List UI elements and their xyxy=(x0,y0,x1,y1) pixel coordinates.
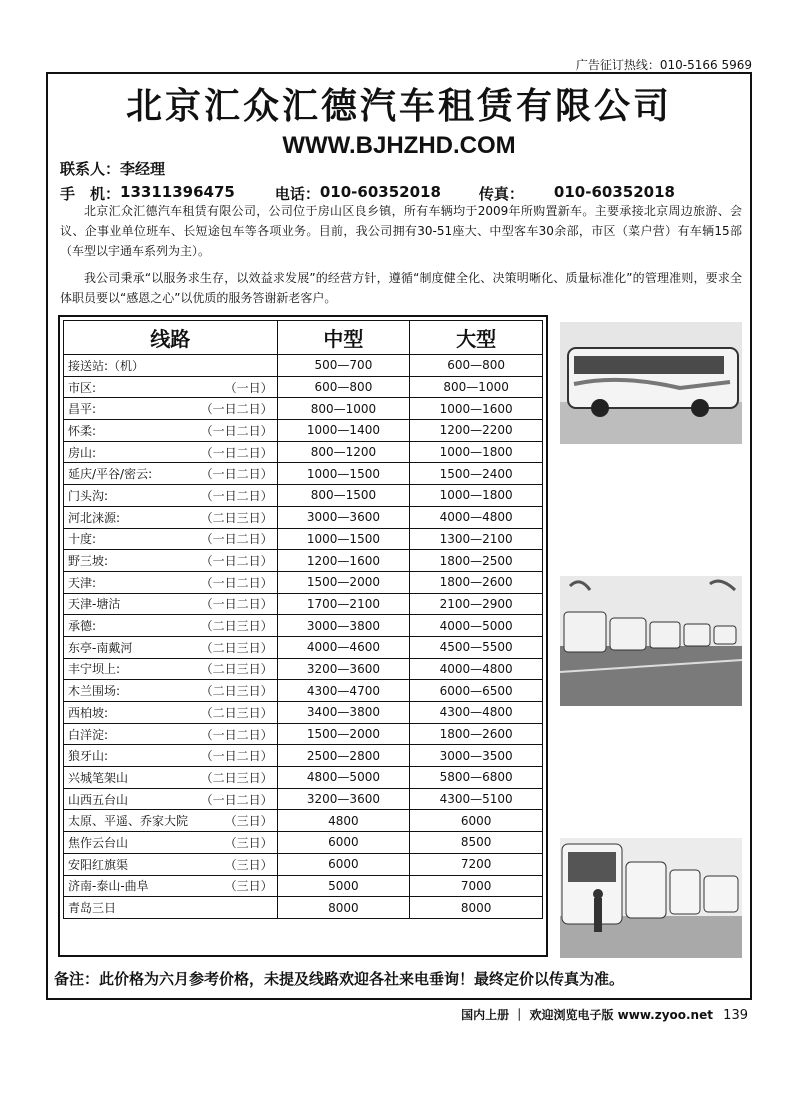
route-cell xyxy=(64,658,278,680)
table-row xyxy=(64,810,543,832)
mid-price: 3000—3600 xyxy=(277,506,410,528)
large-price: 1800—2500 xyxy=(410,550,543,572)
mid-price: 4800—5000 xyxy=(277,767,410,789)
route-cell xyxy=(64,376,278,398)
route-name: 东亭-南戴河 xyxy=(68,640,133,655)
route-name: 昌平: xyxy=(68,402,97,417)
large-price: 600—800 xyxy=(410,355,543,377)
route-name: 兴城笔架山 xyxy=(68,770,129,785)
route-duration: （二日三日） xyxy=(200,510,273,525)
table-row xyxy=(64,398,543,420)
route-cell xyxy=(64,788,278,810)
mobile-number: 13311396475 xyxy=(120,183,235,201)
route-name: 天津: xyxy=(68,575,97,590)
mid-price: 4300—4700 xyxy=(277,680,410,702)
mid-price: 1000—1500 xyxy=(277,528,410,550)
route-name: 十度: xyxy=(68,532,97,547)
route-cell xyxy=(64,593,278,615)
route-cell xyxy=(64,398,278,420)
route-duration: （三日） xyxy=(224,835,273,850)
mid-price: 800—1000 xyxy=(277,398,410,420)
page-number: 139 xyxy=(723,1008,748,1023)
table-row xyxy=(64,506,543,528)
mid-price: 2500—2800 xyxy=(277,745,410,767)
route-duration: （二日三日） xyxy=(200,640,273,655)
route-duration: （一日二日） xyxy=(200,402,273,417)
route-cell xyxy=(64,853,278,875)
route-name: 接送站:（机） xyxy=(68,358,145,373)
table-row xyxy=(64,788,543,810)
large-price: 5800—6800 xyxy=(410,767,543,789)
large-price: 8500 xyxy=(410,832,543,854)
company-policy: 我公司秉承“以服务求生存，以效益求发展”的经营方针，遵循“制度健全化、决策明晰化、质量标准化”的管理准则，要求全体职员要以“感恩之心”以优质的服务答谢新老客户。 xyxy=(60,271,742,305)
large-price: 4500—5500 xyxy=(410,636,543,658)
mobile-label: 手 机： xyxy=(60,185,121,203)
table-row xyxy=(64,636,543,658)
route-name: 济南-泰山-曲阜 xyxy=(68,879,149,894)
mid-price: 1000—1500 xyxy=(277,463,410,485)
table-row xyxy=(64,571,543,593)
route-cell xyxy=(64,767,278,789)
bus-row-photo xyxy=(560,838,742,958)
large-price: 800—1000 xyxy=(410,376,543,398)
route-cell xyxy=(64,485,278,507)
mid-price: 1200—1600 xyxy=(277,550,410,572)
route-name: 承德: xyxy=(68,619,97,634)
route-cell xyxy=(64,463,278,485)
mid-price: 5000 xyxy=(277,875,410,897)
route-cell xyxy=(64,550,278,572)
large-price: 1000—1800 xyxy=(410,441,543,463)
mid-price: 6000 xyxy=(277,853,410,875)
table-row xyxy=(64,723,543,745)
contact-person: 联系人：李经理 xyxy=(60,160,166,178)
table-row xyxy=(64,745,543,767)
route-name: 怀柔: xyxy=(68,423,97,438)
route-duration: （三日） xyxy=(224,814,273,829)
mid-price: 600—800 xyxy=(277,376,410,398)
route-name: 延庆/平谷/密云: xyxy=(68,467,153,482)
route-duration: （三日） xyxy=(224,879,273,894)
mid-price: 3200—3600 xyxy=(277,788,410,810)
large-price: 8000 xyxy=(410,897,543,919)
route-cell xyxy=(64,506,278,528)
page-footer xyxy=(461,1006,748,1023)
route-duration: （二日三日） xyxy=(200,705,273,720)
route-duration: （一日二日） xyxy=(200,749,273,764)
route-cell xyxy=(64,723,278,745)
mid-price: 3000—3800 xyxy=(277,615,410,637)
table-row xyxy=(64,355,543,377)
tel-label: 电话： xyxy=(274,185,320,203)
route-name: 河北涞源: xyxy=(68,510,121,525)
route-cell xyxy=(64,441,278,463)
ad-hotline: 广告征订热线：010-5166 5969 xyxy=(575,58,752,72)
table-row xyxy=(64,550,543,572)
bus-fleet-photo xyxy=(560,576,742,706)
company-title: 北京汇众汇德汽车租赁有限公司 xyxy=(125,86,672,127)
large-price: 6000 xyxy=(410,810,543,832)
route-cell xyxy=(64,355,278,377)
route-name: 木兰围场: xyxy=(68,684,121,699)
large-price: 4000—4800 xyxy=(410,658,543,680)
route-name: 白洋淀: xyxy=(68,727,109,742)
large-price: 4300—5100 xyxy=(410,788,543,810)
route-cell xyxy=(64,680,278,702)
mid-price: 1500—2000 xyxy=(277,723,410,745)
header-large: 大型 xyxy=(410,321,543,355)
mid-price: 8000 xyxy=(277,897,410,919)
large-price: 6000—6500 xyxy=(410,680,543,702)
price-table xyxy=(58,315,548,957)
table-row xyxy=(64,853,543,875)
table-row xyxy=(64,897,543,919)
route-name: 安阳红旗渠 xyxy=(68,857,129,872)
mid-price: 1700—2100 xyxy=(277,593,410,615)
route-duration: （一日二日） xyxy=(200,467,273,482)
table-row xyxy=(64,875,543,897)
route-cell xyxy=(64,702,278,724)
route-duration: （三日） xyxy=(224,857,273,872)
route-duration: （一日二日） xyxy=(200,792,273,807)
mid-price: 800—1500 xyxy=(277,485,410,507)
large-price: 1500—2400 xyxy=(410,463,543,485)
route-duration: （一日二日） xyxy=(200,488,273,503)
route-cell xyxy=(64,832,278,854)
route-cell xyxy=(64,810,278,832)
route-duration: （一日） xyxy=(224,380,273,395)
large-price: 4000—4800 xyxy=(410,506,543,528)
fax-number: 010-60352018 xyxy=(553,183,675,201)
route-name: 西柏坡: xyxy=(68,705,109,720)
mid-price: 800—1200 xyxy=(277,441,410,463)
route-name: 焦作云台山 xyxy=(68,835,129,850)
route-name: 天津-塘沽 xyxy=(68,597,121,612)
route-name: 野三坡: xyxy=(68,554,109,569)
route-name: 狼牙山: xyxy=(68,749,109,764)
footer-text: 国内上册 ｜ 欢迎浏览电子版 www.zyoo.net xyxy=(461,1008,713,1022)
table-row xyxy=(64,528,543,550)
fax-label: 传真： xyxy=(478,185,524,203)
table-row xyxy=(64,376,543,398)
header-mid: 中型 xyxy=(277,321,410,355)
route-duration: （一日二日） xyxy=(200,597,273,612)
route-cell xyxy=(64,571,278,593)
header-route: 线路 xyxy=(64,321,278,355)
route-duration: （二日三日） xyxy=(200,662,273,677)
route-name: 太原、平遥、乔家大院 xyxy=(68,814,189,829)
table-row xyxy=(64,593,543,615)
large-price: 1800—2600 xyxy=(410,571,543,593)
route-duration: （一日二日） xyxy=(200,423,273,438)
tel-number: 010-60352018 xyxy=(319,183,441,201)
route-cell xyxy=(64,897,278,919)
large-price: 1200—2200 xyxy=(410,420,543,442)
large-price: 7200 xyxy=(410,853,543,875)
bus-photo-side xyxy=(560,322,742,444)
route-name: 青岛三日 xyxy=(68,901,117,916)
route-name: 市区: xyxy=(68,380,97,395)
route-duration: （一日二日） xyxy=(200,445,273,460)
large-price: 1000—1600 xyxy=(410,398,543,420)
route-cell xyxy=(64,875,278,897)
route-cell xyxy=(64,528,278,550)
table-row xyxy=(64,658,543,680)
route-cell xyxy=(64,636,278,658)
website-url[interactable]: WWW.BJHZHD.COM xyxy=(282,132,516,159)
route-name: 门头沟: xyxy=(68,488,109,503)
mid-price: 6000 xyxy=(277,832,410,854)
price-note: 备注：此价格为六月参考价格，未提及线路欢迎各社来电垂询！最终定价以传真为准。 xyxy=(54,970,625,988)
route-duration: （一日二日） xyxy=(200,554,273,569)
route-cell xyxy=(64,420,278,442)
mid-price: 500—700 xyxy=(277,355,410,377)
company-intro: 北京汇众汇德汽车租赁有限公司，公司位于房山区良乡镇，所有车辆均于2009年所购置新车。主要承接北京周边旅游、会议、企事业单位班车、长短途包车等各项业务。目前，我公司拥有30-51座大、中型客车30余部，市区（菜户营）有车辆15部（车型以宇通车系列为主）。 xyxy=(60,204,742,258)
mid-price: 1000—1400 xyxy=(277,420,410,442)
large-price: 1800—2600 xyxy=(410,723,543,745)
route-duration: （二日三日） xyxy=(200,619,273,634)
route-name: 房山: xyxy=(68,445,97,460)
large-price: 1300—2100 xyxy=(410,528,543,550)
table-row xyxy=(64,615,543,637)
mid-price: 1500—2000 xyxy=(277,571,410,593)
table-row xyxy=(64,702,543,724)
table-row xyxy=(64,485,543,507)
table-row xyxy=(64,832,543,854)
route-duration: （二日三日） xyxy=(200,770,273,785)
route-duration: （二日三日） xyxy=(200,684,273,699)
mid-price: 4000—4600 xyxy=(277,636,410,658)
route-cell xyxy=(64,615,278,637)
large-price: 3000—3500 xyxy=(410,745,543,767)
large-price: 1000—1800 xyxy=(410,485,543,507)
route-duration: （一日二日） xyxy=(200,575,273,590)
large-price: 2100—2900 xyxy=(410,593,543,615)
route-name: 山西五台山 xyxy=(68,792,129,807)
route-duration: （一日二日） xyxy=(200,532,273,547)
route-cell xyxy=(64,745,278,767)
route-name: 丰宁坝上: xyxy=(68,662,121,677)
route-duration: （一日二日） xyxy=(200,727,273,742)
mid-price: 3200—3600 xyxy=(277,658,410,680)
large-price: 7000 xyxy=(410,875,543,897)
table-row xyxy=(64,420,543,442)
mid-price: 4800 xyxy=(277,810,410,832)
table-row xyxy=(64,767,543,789)
mid-price: 3400—3800 xyxy=(277,702,410,724)
table-row xyxy=(64,441,543,463)
table-row xyxy=(64,463,543,485)
large-price: 4300—4800 xyxy=(410,702,543,724)
large-price: 4000—5000 xyxy=(410,615,543,637)
table-row xyxy=(64,680,543,702)
